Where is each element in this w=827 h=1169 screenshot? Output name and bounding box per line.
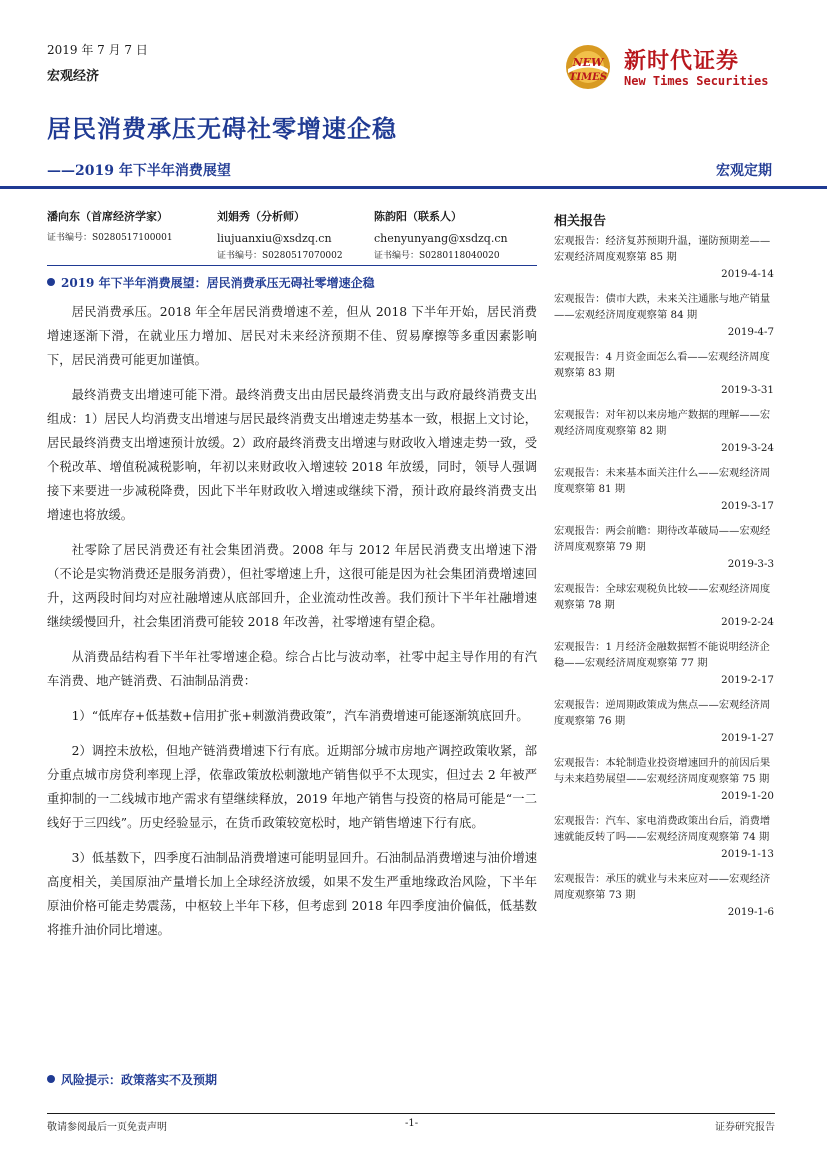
related-report-date: 2019-4-14	[721, 268, 774, 280]
author-1	[47, 208, 173, 243]
related-report-text: 宏观报告：本轮制造业投资增速回升的前因后果与未来趋势展望——宏观经济周度观察第 75 期	[554, 757, 771, 785]
risk-warning-text: 风险提示：政策落实不及预期	[61, 1073, 218, 1087]
related-report-item[interactable]	[554, 813, 774, 863]
related-report-item[interactable]	[554, 871, 774, 921]
author-email: liujuanxiu@xsdzq.cn	[217, 232, 332, 245]
related-reports	[554, 210, 774, 929]
related-report-item[interactable]	[554, 581, 774, 631]
page-subtitle: ——2019 年下半年消费展望	[47, 163, 231, 179]
author-cert: 证书编号：S0280517070002	[217, 251, 343, 261]
summary-heading-text: 2019 年下半年消费展望：居民消费承压无碍社零增速企稳	[61, 276, 375, 290]
related-report-date: 2019-3-3	[727, 558, 774, 570]
author-email: chenyunyang@xsdzq.cn	[374, 232, 508, 245]
footer-disclaimer[interactable]: 敬请参阅最后一页免责声明	[47, 1122, 167, 1133]
related-report-item[interactable]	[554, 291, 774, 341]
body-paragraph: 1）“低库存+低基数+信用扩张+刺激消费政策”，汽车消费增速可能逐渐筑底回升。	[71, 709, 529, 723]
related-report-text: 宏观报告：对年初以来房地产数据的理解——宏观经济周度观察第 82 期	[554, 409, 771, 437]
risk-warning	[47, 1071, 217, 1088]
related-report-date: 2019-3-24	[721, 442, 774, 454]
author-3	[374, 208, 508, 261]
body-paragraph: 最终消费支出增速可能下滑。最终消费支出由居民最终消费支出与政府最终消费支出组成：1）居民人均消费支出增速与居民最终消费支出增速走势基本一致，根据上文讨论，居民最终消费支出增速预计放缓。2）政府最终消费支出增速与财政收入增速走势一致，受个税改革、增值税减税影响，年初以来财政收入增速较 2018 年放缓，同时，领导人强调接下来要进一步减税降费，因此下半年财政收入增速或继续下滑，预计政府最终消费支出增速也将放缓。	[47, 388, 537, 522]
page-number: -1-	[405, 1118, 419, 1129]
related-report-text: 宏观报告：两会前瞻：期待改革破局——宏观经济周度观察第 79 期	[554, 525, 771, 553]
related-report-date: 2019-4-7	[727, 326, 774, 338]
author-cert: 证书编号：S0280517100001	[47, 233, 173, 243]
related-report-text: 宏观报告：经济复苏预期升温，谨防预期差——宏观经济周度观察第 85 期	[554, 235, 771, 263]
related-report-date: 2019-3-17	[721, 500, 774, 512]
author-divider	[47, 265, 537, 266]
related-report-item[interactable]	[554, 639, 774, 689]
summary-heading	[47, 274, 375, 291]
page-title: 居民消费承压无碍社零增速企稳	[47, 114, 397, 143]
author-name: 陈韵阳（联系人）	[374, 210, 462, 223]
company-logo	[558, 42, 783, 92]
body-paragraph: 2）调控未放松，但地产链消费增速下行有底。近期部分城市房地产调控政策收紧，部分重点城市房贷利率现上浮，依靠政策放松刺激地产销售似乎不太现实，但过去 2 年被严重抑制的一二线城市地产需求有望继续释放，2019 年地产销售与投资的格局可能是“一二线好于三四线”。历史经验显示，在货币政策较宽松时，地产销售增速下行有底。	[47, 744, 537, 830]
related-reports-title: 相关报告	[554, 214, 607, 229]
author-block	[47, 208, 537, 260]
related-report-item[interactable]	[554, 407, 774, 457]
related-report-date: 2019-1-27	[721, 732, 774, 744]
related-report-date: 2019-1-6	[727, 906, 774, 918]
section-label: 宏观经济	[47, 69, 100, 84]
related-report-date: 2019-2-24	[721, 616, 774, 628]
related-report-text: 宏观报告：汽车、家电消费政策出台后，消费增速就能反转了吗——宏观经济周度观察第 74 期	[554, 815, 771, 843]
body-paragraph: 社零除了居民消费还有社会集团消费。2008 年与 2012 年居民消费支出增速下滑（不论是实物消费还是服务消费），但社零增速上升，这很可能是因为社会集团消费增速回升，这两段时间均对应社融增速从底部回升，企业流动性改善。我们预计下半年社融增速继续缓慢回升，社会集团消费可能较 2018 年改善，社零增速有望企稳。	[47, 543, 537, 629]
related-report-text: 宏观报告：债市大跌，未来关注通胀与地产销量——宏观经济周度观察第 84 期	[554, 293, 771, 321]
related-report-text: 宏观报告：4 月资金面怎么看——宏观经济周度观察第 83 期	[554, 351, 770, 379]
author-name: 潘向东（首席经济学家）	[47, 210, 168, 223]
main-body	[47, 300, 537, 942]
body-paragraph: 从消费品结构看下半年社零增速企稳。综合占比与波动率，社零中起主导作用的有汽车消费、地产链消费、石油制品消费：	[47, 650, 537, 688]
related-report-item[interactable]	[554, 349, 774, 399]
related-report-date: 2019-1-13	[721, 848, 774, 860]
logo-chinese-name: 新时代证券	[624, 48, 740, 74]
related-report-item[interactable]	[554, 523, 774, 573]
bullet-icon	[47, 278, 55, 286]
footer-report-label: 证券研究报告	[715, 1122, 775, 1133]
related-report-item[interactable]	[554, 755, 774, 805]
author-name: 刘娟秀（分析师）	[217, 210, 305, 223]
report-type-label: 宏观定期	[716, 163, 772, 179]
related-report-item[interactable]	[554, 465, 774, 515]
header-divider	[0, 186, 827, 189]
author-cert: 证书编号：S0280118040020	[374, 251, 500, 261]
report-date: 2019 年 7 月 7 日	[47, 43, 148, 57]
related-report-text: 宏观报告：1 月经济金融数据暂不能说明经济企稳——宏观经济周度观察第 77 期	[554, 641, 770, 669]
bullet-icon	[47, 1075, 55, 1083]
logo-english-name: New Times Securities	[624, 74, 769, 88]
related-report-text: 宏观报告：承压的就业与未来应对——宏观经济周度观察第 73 期	[554, 873, 771, 901]
body-paragraph: 居民消费承压。2018 年全年居民消费增速不差，但从 2018 下半年开始，居民消费增速逐渐下滑，在就业压力增加、居民对未来经济预期不佳、贸易摩擦等多重因素影响下，居民消费可能更加谨慎。	[47, 305, 537, 367]
related-report-text: 宏观报告：逆周期政策成为焦点——宏观经济周度观察第 76 期	[554, 699, 771, 727]
logo-emblem-icon	[558, 42, 618, 92]
related-report-item[interactable]	[554, 697, 774, 747]
body-paragraph: 3）低基数下，四季度石油制品消费增速可能明显回升。石油制品消费增速与油价增速高度相关，美国原油产量增长加上全球经济放缓，如果不发生严重地缘政治风险，下半年原油价格可能走势震荡，中枢较上半年下移，但考虑到 2018 年四季度油价偏低，低基数将推升油价同比增速。	[47, 851, 537, 937]
related-report-text: 宏观报告：未来基本面关注什么——宏观经济周度观察第 81 期	[554, 467, 771, 495]
related-report-date: 2019-2-17	[721, 674, 774, 686]
author-2	[217, 208, 343, 261]
related-report-date: 2019-1-20	[721, 790, 774, 802]
related-report-date: 2019-3-31	[721, 384, 774, 396]
svg-text:TIMES: TIMES	[568, 72, 608, 83]
related-report-item[interactable]	[554, 233, 774, 283]
footer-divider	[47, 1113, 775, 1114]
svg-text:NEW: NEW	[572, 56, 604, 69]
related-report-text: 宏观报告：全球宏观税负比较——宏观经济周度观察第 78 期	[554, 583, 771, 611]
